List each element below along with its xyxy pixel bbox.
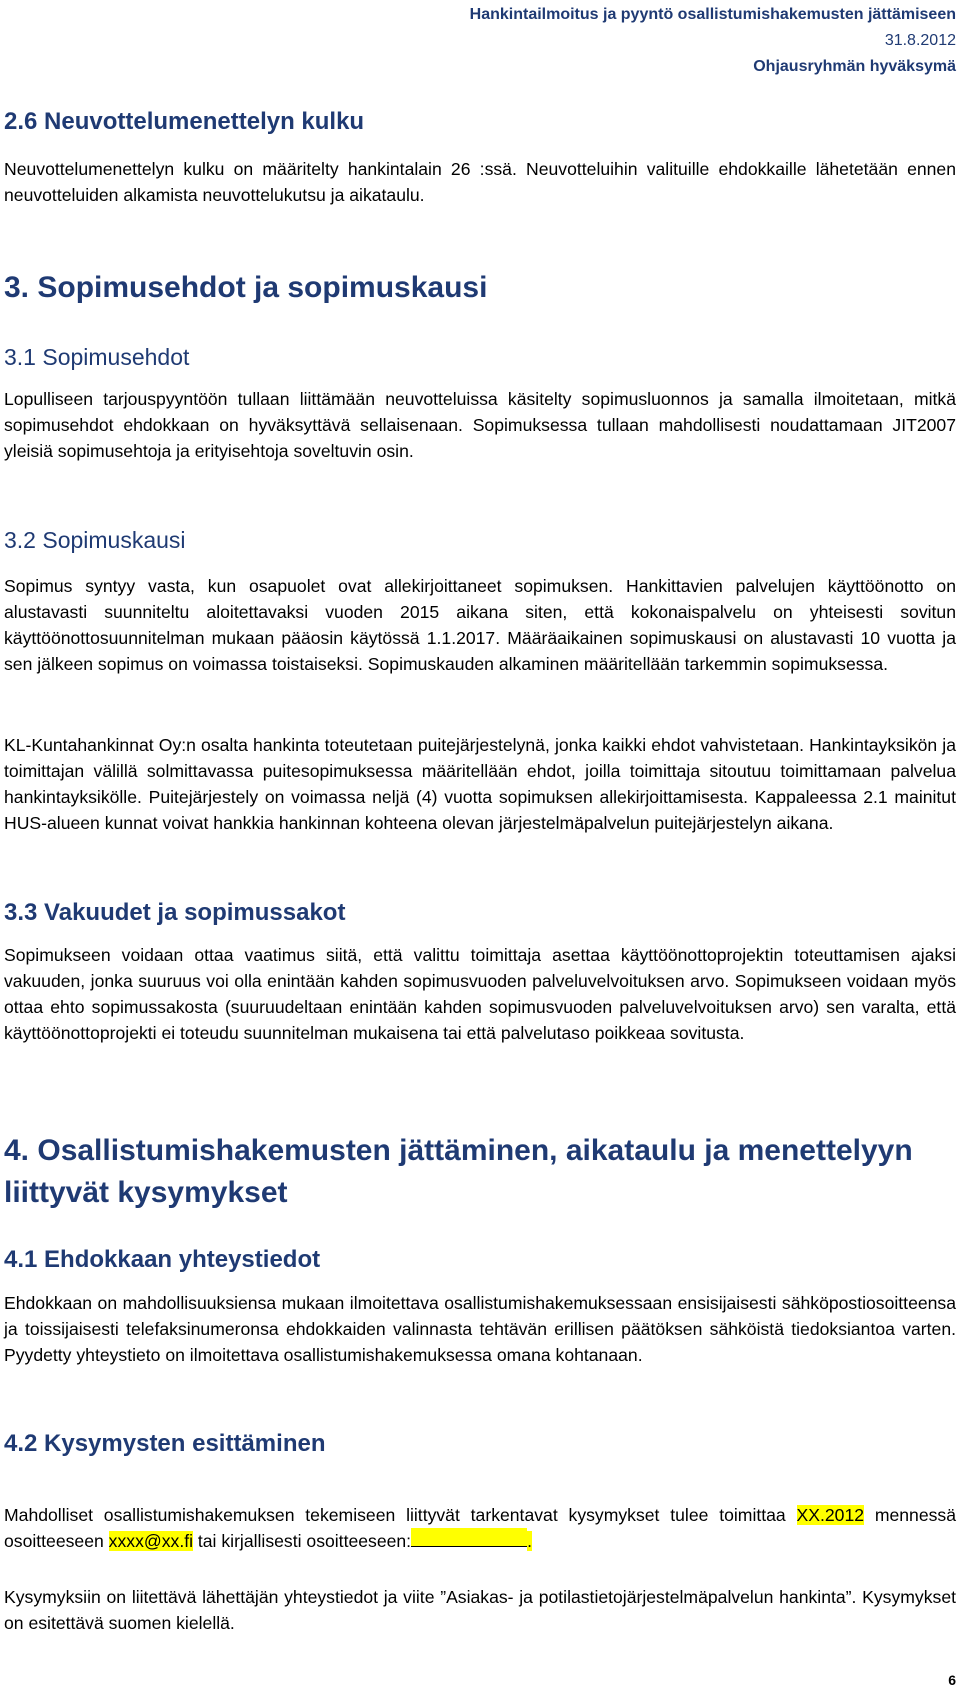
page-number: 6 [948,1672,956,1688]
section-3-3-text: Sopimukseen voidaan ottaa vaatimus siitä, että valittu toimittaja asettaa käyttöönottoprojektin toteuttamisen ajaksi vakuuden, jonka suuruus voi olla enintään kahden sopimusvuoden palveluvelvoituksen arvo. Sopimukseen voidaan myös ottaa ehto sopimussakosta (suuruudeltaan enintään kahden sopimusvuoden palveluvelvoituksen arvo) sen varalta, että käyttöönottoprojekti ei toteudu suunnitelman mukaisena tai että palvelutaso poikkeaa sovitusta. [4,945,956,1043]
section-4-2-text-1 [4,1502,956,1554]
section-3-2-text-2: KL-Kuntahankinnat Oy:n osalta hankinta toteutetaan puitejärjestelynä, jonka kaikki ehdot vahvistetaan. Hankintayksikön ja toimittajan välillä solmittavassa puitesopimuksessa määritellään ehdot, joilla toimittaja sitoutuu toimittamaan palvelua hankintayksikölle. Puitejärjestely on voimassa neljä (4) vuotta sopimuksen allekirjoittamisesta. Kappaleessa 2.1 mainitut HUS-alueen kunnat voivat hankkia hankinnan kohteena olevan järjestelmäpalvelun puitejärjestelyn aikana. [4,735,956,833]
header-date: 31.8.2012 [884,32,956,49]
text-segment-end: . [527,1531,532,1551]
address-blank-line [411,1528,527,1547]
section-heading-4-2: 4.2 Kysymysten esittäminen [4,1430,326,1457]
section-heading-3-2: 3.2 Sopimuskausi [4,527,186,553]
section-heading-3-1: 3.1 Sopimusehdot [4,344,190,370]
section-heading-4-1: 4.1 Ehdokkaan yhteystiedot [4,1246,321,1273]
document-header [470,2,956,80]
section-3-1-text: Lopulliseen tarjouspyyntöön tullaan liittämään neuvotteluissa käsitelty sopimusluonnos ja samalla ilmoitetaan, mitkä sopimusehdot ehdokkaan on hyväksyttävä sellaisenaan. Sopimuksessa tullaan mahdollisesti noudattamaan JIT2007 yleisiä sopimusehtoja ja erityisehtoja soveltuvin osin. [4,389,956,461]
section-4-1-text: Ehdokkaan on mahdollisuuksiensa mukaan ilmoitettava osallistumishakemuksessaan ensisijaisesti sähköpostiosoitteensa ja toissijaisesti telefaksinumeronsa ehdokkaiden valinnasta tehtävän erillisen päätöksen sähköistä tiedoksiantoa varten. Pyydetty yhteystieto on ilmoitettava osallistumishakemuksessa omana kohtanaan. [4,1293,956,1365]
deadline-placeholder: XX.2012 [796,1505,865,1525]
header-approval: Ohjausryhmän hyväksymä [753,58,956,75]
text-segment: Mahdolliset osallistumishakemuksen tekemiseen liittyvät tarkentavat kysymykset tulee toimittaa [4,1505,797,1525]
text-segment: tai kirjallisesti osoitteeseen: [193,1531,412,1551]
section-2-6-text: Neuvottelumenettelyn kulku on määritelty hankintalain 26 :ssä. Neuvotteluihin valituille ehdokkaille lähetetään ennen neuvotteluiden alkamista neuvottelukutsu ja aikataulu. [4,159,956,205]
section-heading-3-3: 3.3 Vakuudet ja sopimussakot [4,899,346,926]
section-heading-4: 4. Osallistumishakemusten jättäminen, aikataulu ja menettelyyn liittyvät kysymykset [4,1134,913,1209]
section-heading-3: 3. Sopimusehdot ja sopimuskausi [4,271,488,304]
section-4-2-text-2: Kysymyksiin on liitettävä lähettäjän yhteystiedot ja viite ”Asiakas- ja potilastietojärjestelmäpalvelun hankinta”. Kysymykset on esitettävä suomen kielellä. [4,1587,956,1633]
section-3-2-text-1: Sopimus syntyy vasta, kun osapuolet ovat allekirjoittaneet sopimuksen. Hankittavien palvelujen käyttöönotto on alustavasti suunniteltu aloitettavaksi vuoden 2015 aikana siten, että kokonaispalvelu on yhteisesti sovitun käyttöönottosuunnitelman mukaan pääosin käytössä 1.1.2017. Määräaikainen sopimuskausi on alustavasti 10 vuotta ja sen jälkeen sopimus on voimassa toistaiseksi. Sopimuskauden alkaminen määritellään tarkemmin sopimuksessa. [4,576,956,674]
document-page [4,0,956,1698]
text-segment: mennessä osoitteeseen [4,1505,957,1551]
email-placeholder: xxxx@xx.fi [108,1531,193,1551]
section-heading-2-6: 2.6 Neuvottelumenettelyn kulku [4,108,365,135]
header-title: Hankintailmoitus ja pyyntö osallistumishakemusten jättämiseen [469,6,956,23]
